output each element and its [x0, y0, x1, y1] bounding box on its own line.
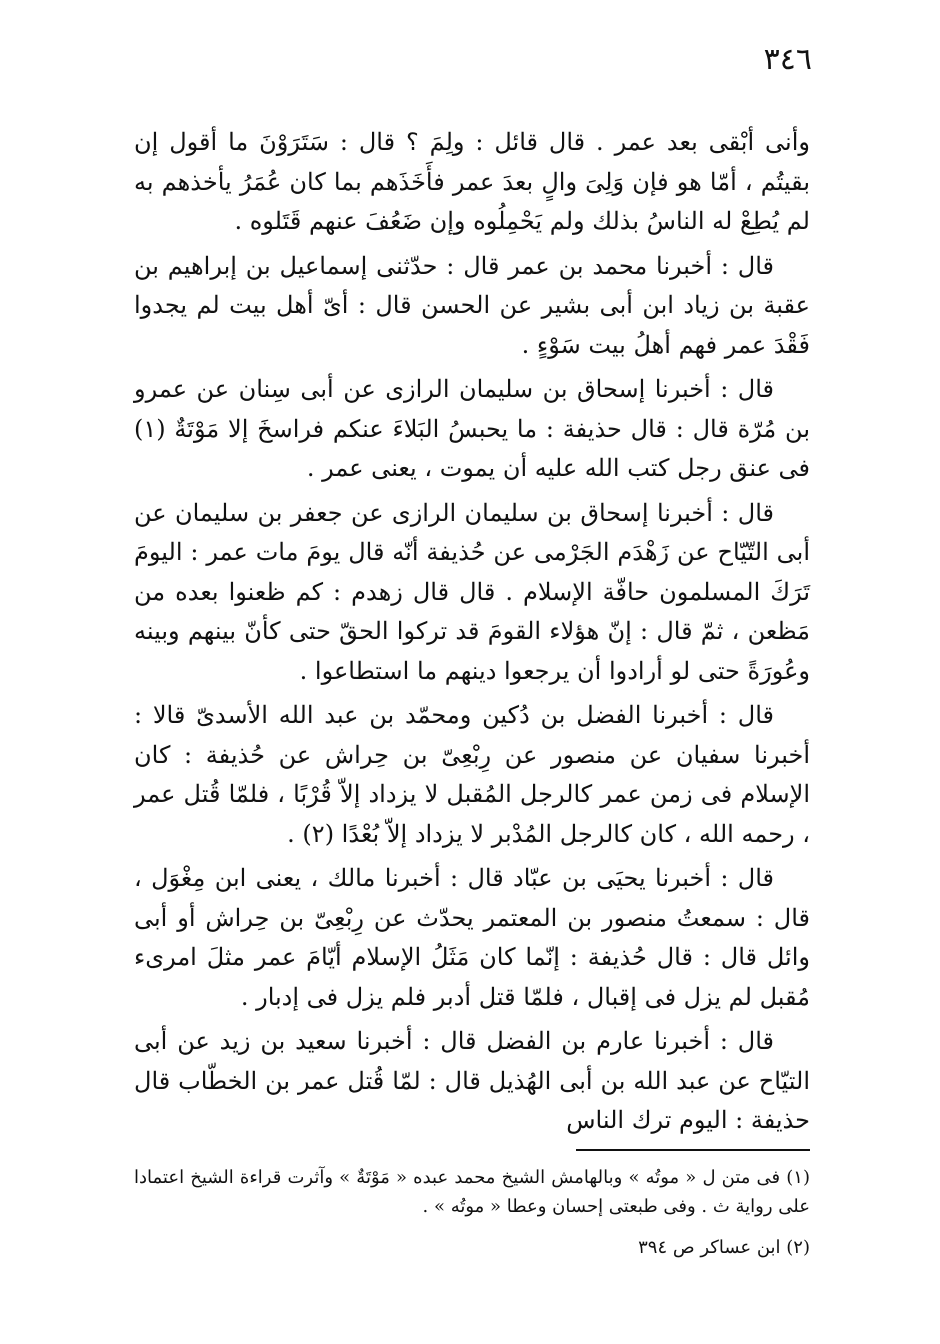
- footnotes: [134, 1163, 810, 1274]
- page-number: ٣٤٦: [763, 42, 812, 77]
- paragraph: قال : أخبرنا محمد بن عمر قال : حدّثنى إسماعيل بن إبراهيم بن عقبة بن زياد ابن أبى بشير عن الحسن قال : أىّ أهل بيت لم يجدوا فَقْدَ عمر فهم أهلُ بيت سَوْءٍ .: [134, 251, 810, 359]
- paragraph: قال : أخبرنا إسحاق بن سليمان الرازى عن جعفر بن سليمان عن أبى التّيّاح عن زَهْدَم الجَرْمى عن حُذيفة أنّه قال يومَ مات عمر : اليومَ تَرَكَ المسلمون حافّة الإسلام . قال قال زهدم : كم ظعنوا بعده من مَظعن ، ثمّ قال : إنّ هؤلاء القومَ قد تركوا الحقّ حتى كأنّ بينهم وبينه وعُورَةً حتى لو أرادوا أن يرجعوا دينهم ما استطاعوا .: [134, 498, 810, 685]
- main-text: [134, 123, 810, 1146]
- paragraph: قال : أخبرنا إسحاق بن سليمان الرازى عن أبى سِنان عن عمرو بن مُرّة قال : قال حذيفة : ما يحبسُ البَلاءَ عنكم فراسخَ إلا مَوْتَةٌ (١) فى عنق رجل كتب الله عليه أن يموت ، يعنى عمر .: [134, 375, 810, 482]
- paragraph: قال : أخبرنا عارم بن الفضل قال : أخبرنا سعيد بن زيد عن أبى التيّاح عن عبد الله بن أبى الهُذيل قال : لمّا قُتل عمر بن الخطّاب قال حذيفة : اليوم ترك الناس: [134, 1027, 810, 1134]
- paragraph: قال : أخبرنا الفضل بن دُكين ومحمّد بن عبد الله الأسدىّ قالا : أخبرنا سفيان عن منصور عن رِبْعِىّ بن حِراش عن حُذيفة : كان الإسلام فى زمن عمر كالرجل المُقبل لا يزداد إلاّ قُرْبًا ، فلمّا قُتل عمر ، رحمه الله ، كان كالرجل المُدْبر لا يزداد إلاّ بُعْدًا (٢) .: [134, 701, 810, 848]
- footnote-divider: [576, 1149, 810, 1151]
- paragraph: وأنى أبْقى بعد عمر . قال قائل : ولِمَ ؟ قال : سَتَرَوْنَ ما أقول إن بقيتُم ، أمّا هو فإن وَلِىَ والٍ بعدَ عمر فأَخَذَهم بما كان عُمَرُ يأخذهم به لم يُطِعْ له الناسُ بذلك ولم يَحْمِلُوه وإن ضَعُفَ عنهم قَتَلوه .: [134, 128, 810, 235]
- footnote: (٢) ابن عساكر ص ٣٩٤: [638, 1237, 810, 1258]
- paragraph: قال : أخبرنا يحيَى بن عبّاد قال : أخبرنا مالك ، يعنى ابن مِغْوَل ، قال : سمعتُ منصور بن المعتمر يحدّث عن رِبْعِىّ بن حِراش أو أبى وائل قال : قال حُذيفة : إنّما كان مَثَلُ الإسلام أيّامَ عمر مثلَ امرىء مُقبل لم يزل فى إقبال ، فلمّا قتل أدبر فلم يزل فى إدبار .: [134, 864, 810, 1011]
- footnote: (١) فى متن ل « موتُه » وبالهامش الشيخ محمد عبده « مَوْتَةٌ » وآثرت قراءة الشيخ اعتمادا على رواية ث . وفى طبعتى إحسان وعطا « موتُه » .: [134, 1167, 810, 1217]
